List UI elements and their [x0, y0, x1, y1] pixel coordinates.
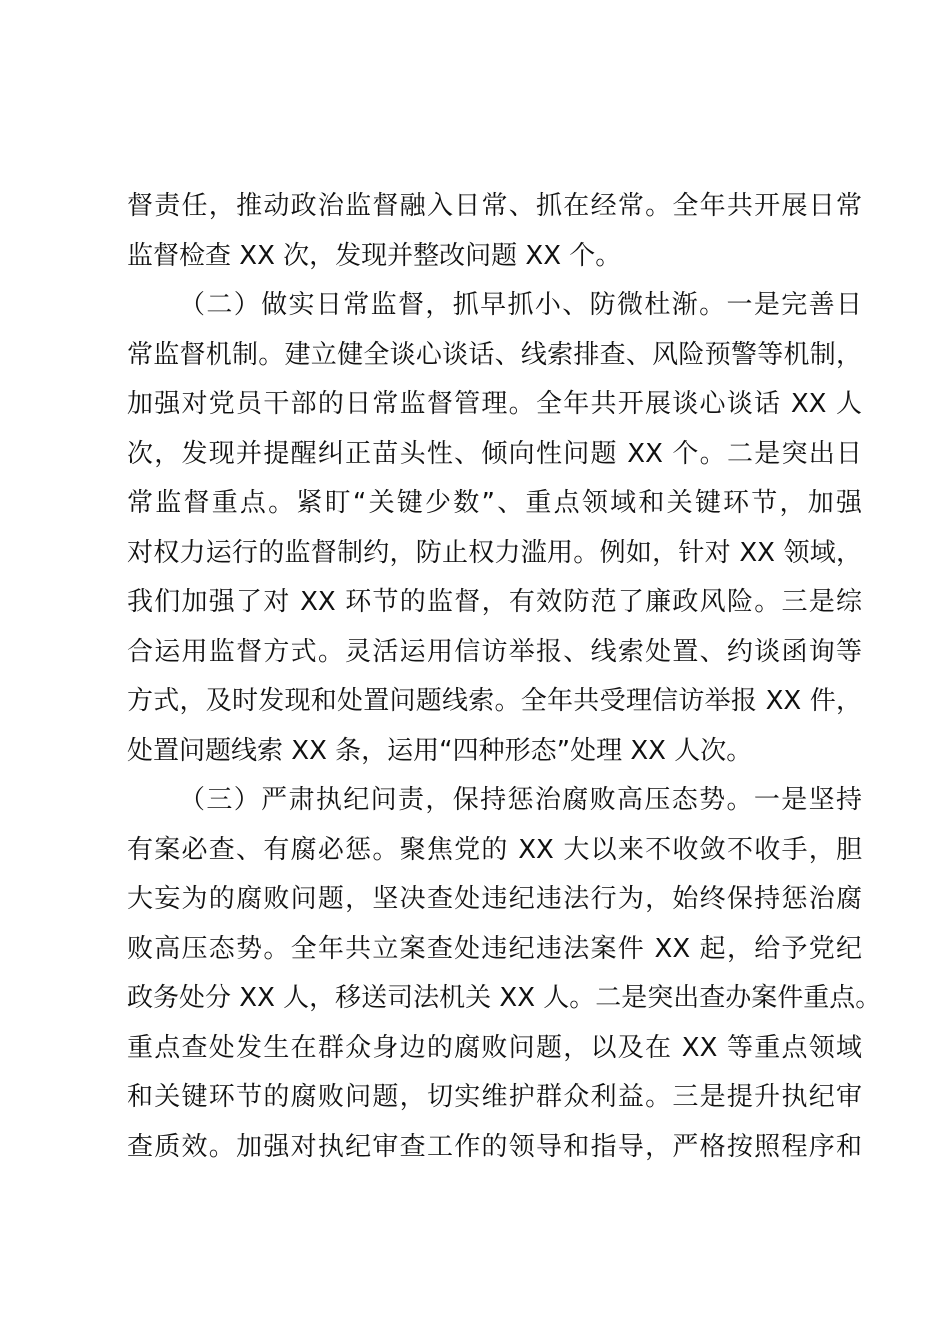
- text-line: 大妄为的腐败问题，坚决查处违纪违法行为，始终保持惩治腐: [127, 884, 862, 914]
- paragraph-first-line: （二）做实日常监督，抓早抓小、防微杜渐。一是完善日: [179, 290, 862, 320]
- text-line: 重点查处发生在群众身边的腐败问题，以及在 XX 等重点领域: [127, 1032, 862, 1063]
- text-line: 有案必查、有腐必惩。聚焦党的 XX 大以来不收敛不收手，胆: [127, 834, 862, 865]
- text-line: 查质效。加强对执纪审查工作的领导和指导，严格按照程序和: [127, 1131, 862, 1162]
- text-line: 我们加强了对 XX 环节的监督，有效防范了廉政风险。三是综: [127, 587, 862, 617]
- text-line: 败高压态势。全年共立案查处违纪违法案件 XX 起，给予党纪: [127, 933, 862, 964]
- paragraph-first-line: （三）严肃执纪问责，保持惩治腐败高压态势。一是坚持: [179, 785, 862, 815]
- text-line: 和关键环节的腐败问题，切实维护群众利益。三是提升执纪审: [127, 1082, 862, 1112]
- text-line: 常监督重点。紧盯“关键少数”、重点领域和关键环节，加强: [127, 488, 862, 518]
- text-line: 加强对党员干部的日常监督管理。全年共开展谈心谈话 XX 人: [127, 389, 862, 419]
- text-line: 政务处分 XX 人，移送司法机关 XX 人。二是突出查办案件重点。: [127, 983, 882, 1013]
- text-line: 次，发现并提醒纠正苗头性、倾向性问题 XX 个。二是突出日: [127, 438, 862, 469]
- text-line: 督责任，推动政治监督融入日常、抓在经常。全年共开展日常: [127, 191, 862, 221]
- body-text: [127, 182, 882, 1172]
- text-line: 合运用监督方式。灵活运用信访举报、线索处置、约谈函询等: [127, 636, 862, 667]
- text-line: 监督检查 XX 次，发现并整改问题 XX 个。: [127, 240, 622, 271]
- text-line: 处置问题线索 XX 条，运用“四种形态”处理 XX 人次。: [127, 735, 753, 766]
- text-line: 常监督机制。建立健全谈心谈话、线索排查、风险预警等机制，: [127, 339, 862, 370]
- text-line: 方式，及时发现和处置问题线索。全年共受理信访举报 XX 件，: [127, 686, 862, 716]
- text-line: 对权力运行的监督制约，防止权力滥用。例如，针对 XX 领域，: [127, 537, 862, 568]
